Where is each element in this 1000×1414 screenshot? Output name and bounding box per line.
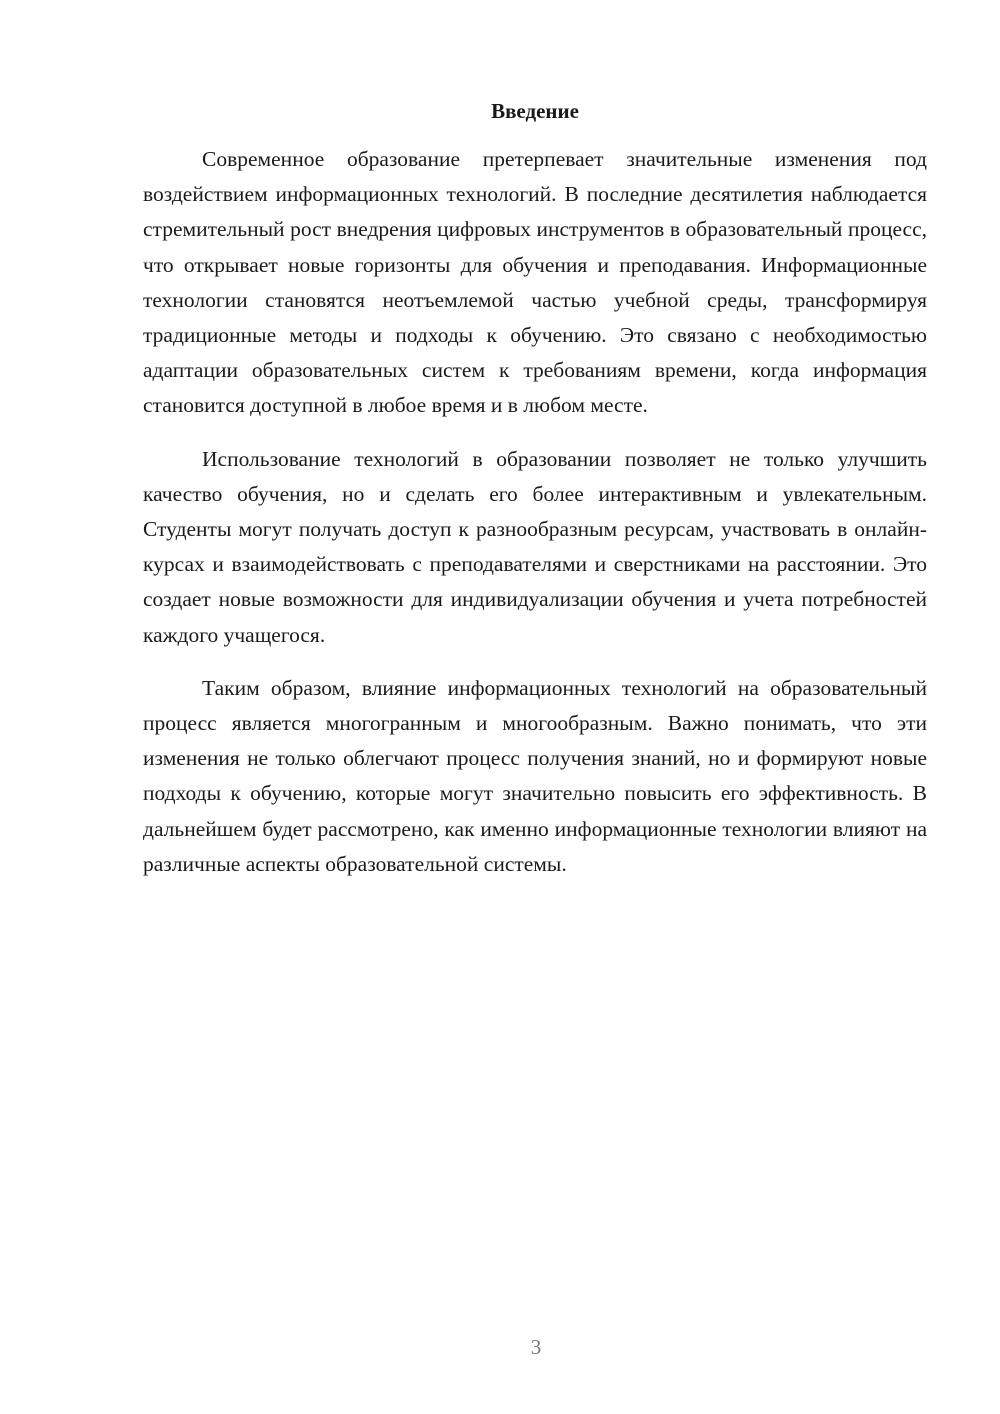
page-content [143, 96, 927, 900]
paragraph-1: Современное образование претерпевает значительные изменения под воздействием информационных технологий. В последние десятилетия наблюдается стремительный рост внедрения цифровых инструментов в образовательный процесс, что открывает новые горизонты для обучения и преподавания. Информационные технологии становятся неотъемлемой частью учебной среды, трансформируя традиционные методы и подходы к обучению. Это связано с необходимостью адаптации образовательных систем к требованиям времени, когда информация становится доступной в любое время и в любом месте. [143, 147, 927, 418]
page-number: 3 [530, 1335, 542, 1359]
paragraph-2: Использование технологий в образовании позволяет не только улучшить качество обучения, но и сделать его более интерактивным и увлекательным. Студенты могут получать доступ к разнообразным ресурсам, участвовать в онлайн-курсах и взаимодействовать с преподавателями и сверстниками на расстоянии. Это создает новые возможности для индивидуализации обучения и учета потребностей каждого учащегося. [143, 446, 927, 647]
section-heading: Введение [491, 99, 579, 123]
paragraph-3: Таким образом, влияние информационных технологий на образовательный процесс является многогранным и многообразным. Важно понимать, что эти изменения не только облегчают процесс получения знаний, но и формируют новые подходы к обучению, которые могут значительно повысить его эффективность. В дальнейшем будет рассмотрено, как именно информационные технологии влияют на различные аспекты образовательной системы. [143, 675, 927, 876]
